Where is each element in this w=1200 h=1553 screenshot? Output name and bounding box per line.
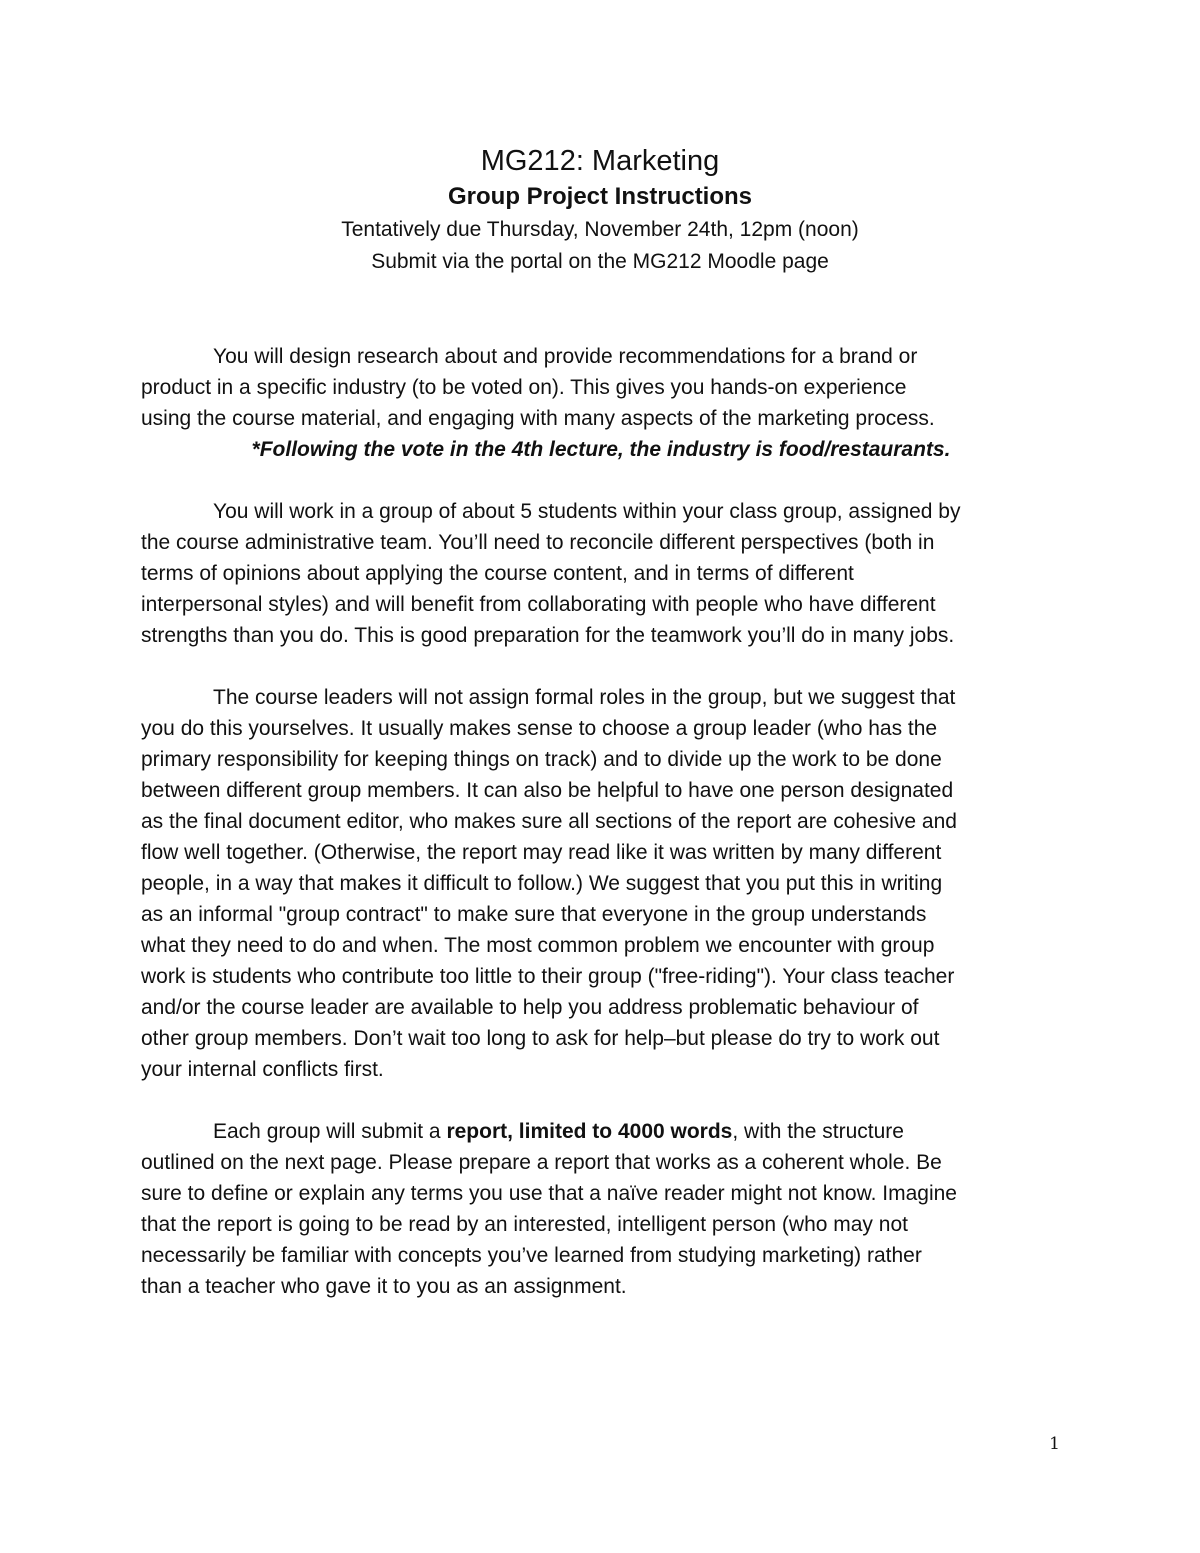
page-number: 1: [1049, 1434, 1060, 1454]
text-line: the course administrative team. You’ll need to reconcile different perspectives (both in: [141, 531, 935, 554]
text-line: between different group members. It can also be helpful to have one person designated: [141, 779, 954, 802]
industry-announcement: *Following the vote in the 4th lecture, the industry is food/restaurants.: [251, 438, 951, 461]
text-line: You will design research about and provide recommendations for a brand or: [213, 345, 918, 368]
text-line: you do this yourselves. It usually makes sense to choose a group leader (who has the: [141, 717, 938, 740]
text-line: your internal conflicts first.: [141, 1058, 384, 1081]
text-line: product in a specific industry (to be voted on). This gives you hands-on experience: [141, 376, 907, 399]
text-line: than a teacher who gave it to you as an assignment.: [141, 1275, 627, 1298]
text-line: people, in a way that makes it difficult to follow.) We suggest that you put this in writing: [141, 872, 943, 895]
text-line: You will work in a group of about 5 students within your class group, assigned by: [213, 500, 961, 523]
paragraph-group-work: [141, 496, 1061, 651]
text-line: other group members. Don’t wait too long to ask for help–but please do try to work out: [141, 1027, 940, 1050]
text-line: sure to define or explain any terms you use that a naïve reader might not know. Imagine: [141, 1182, 957, 1205]
document-body: [141, 341, 1061, 1333]
text-line: as an informal "group contract" to make sure that everyone in the group understands: [141, 903, 927, 926]
paragraph-group-roles: [141, 682, 1061, 1085]
text-line: that the report is going to be read by an interested, intelligent person (who may not: [141, 1213, 908, 1236]
text-line: flow well together. (Otherwise, the report may read like it was written by many different: [141, 841, 942, 864]
text-line: as the final document editor, who makes sure all sections of the report are cohesive and: [141, 810, 957, 833]
document-title: Group Project Instructions: [447, 183, 753, 210]
paragraph-project-overview: [141, 341, 1061, 465]
text-line: [141, 1116, 1061, 1147]
text-line: The course leaders will not assign formal roles in the group, but we suggest that: [213, 686, 956, 709]
text-line: and/or the course leader are available to help you address problematic behaviour of: [141, 996, 919, 1019]
document-header: [0, 142, 1200, 278]
text-line: terms of opinions about applying the course content, and in terms of different: [141, 562, 854, 585]
text-line: strengths than you do. This is good preparation for the teamwork you’ll do in many jobs.: [141, 624, 955, 647]
text-line: using the course material, and engaging with many aspects of the marketing process.: [141, 407, 935, 430]
text-run: Each group will submit a: [213, 1120, 447, 1143]
text-line: interpersonal styles) and will benefit from collaborating with people who have different: [141, 593, 936, 616]
paragraph-report-requirements: [141, 1116, 1061, 1302]
text-line: what they need to do and when. The most common problem we encounter with group: [141, 934, 935, 957]
word-limit-emphasis: report, limited to 4000 words: [446, 1120, 733, 1143]
due-date-line: Tentatively due Thursday, November 24th, 12pm (noon): [341, 218, 859, 241]
course-title: MG212: Marketing: [480, 145, 720, 177]
text-line: primary responsibility for keeping things on track) and to divide up the work to be done: [141, 748, 942, 771]
submission-line: Submit via the portal on the MG212 Moodle page: [371, 250, 829, 273]
text-line: necessarily be familiar with concepts you’ve learned from studying marketing) rather: [141, 1244, 922, 1267]
text-run: , with the structure: [732, 1120, 904, 1143]
text-line: work is students who contribute too little to their group ("free-riding"). Your class teacher: [141, 965, 955, 988]
text-line: outlined on the next page. Please prepare a report that works as a coherent whole. Be: [141, 1151, 942, 1174]
